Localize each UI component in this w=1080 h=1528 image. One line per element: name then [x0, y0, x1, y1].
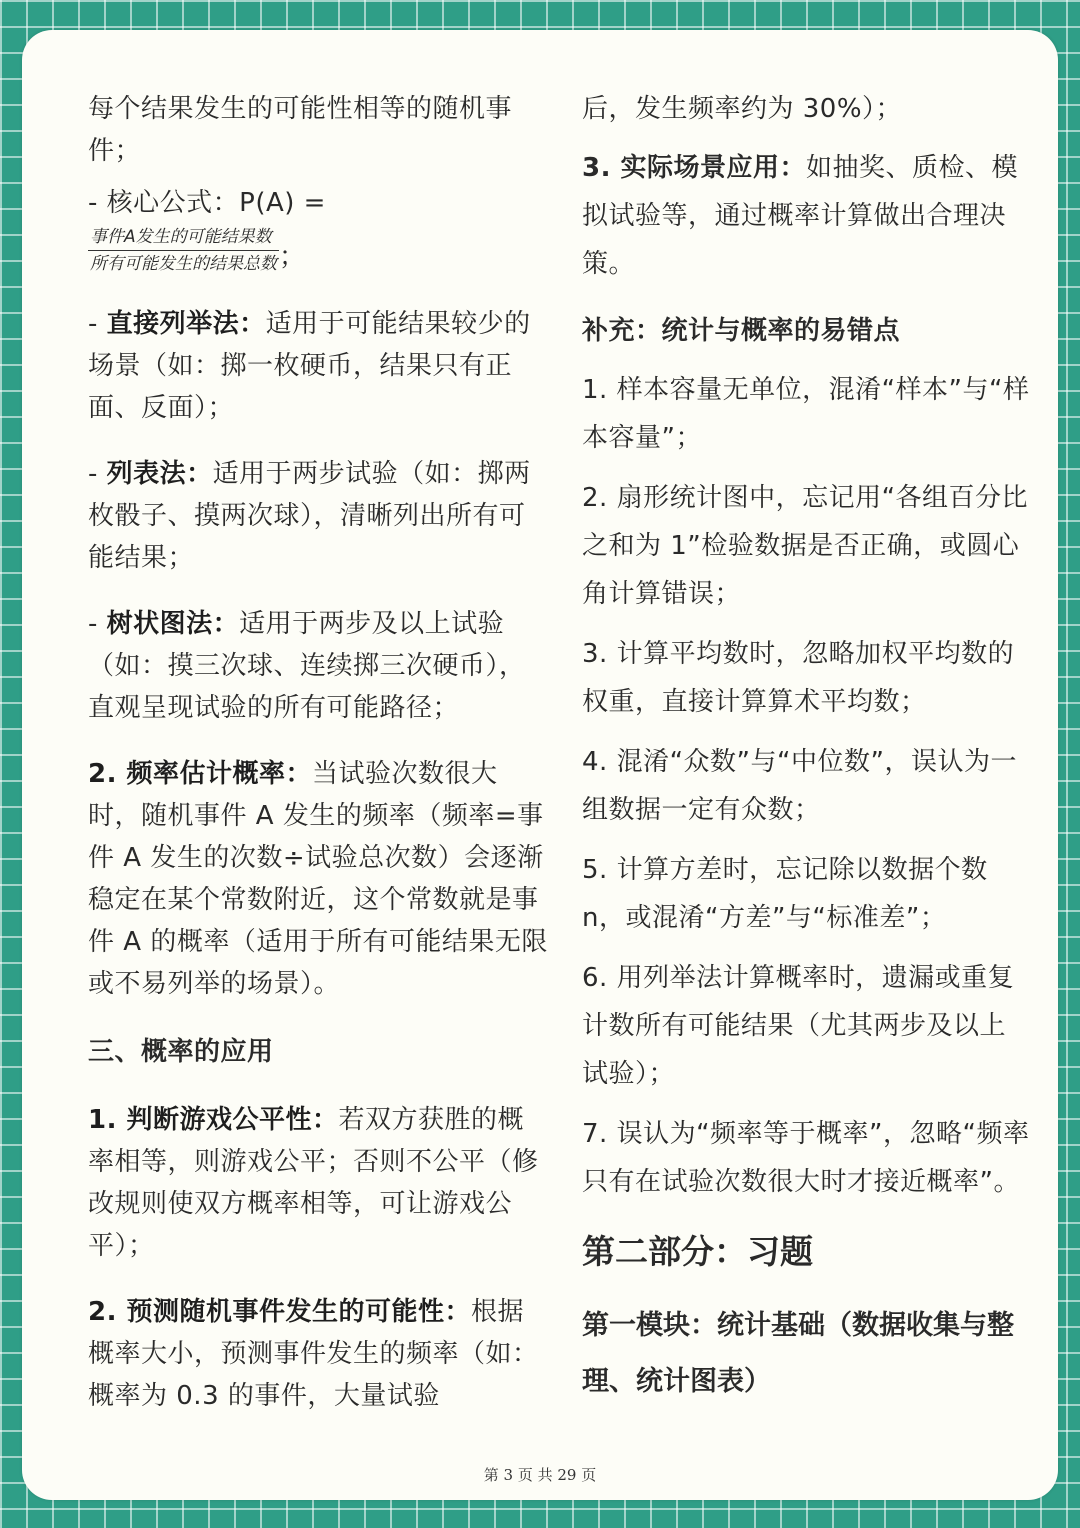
- list-item: 5. 计算方差时，忘记除以数据个数 n，或混淆“方差”与“标准差”；: [582, 855, 988, 933]
- application-text: 若双方获胜的概率相等，则游戏公平；否则不公平（修改规则使双方概率相等，可让游戏公平）；: [88, 1105, 539, 1261]
- formula-numerator: 事件A发生的可能结果数: [88, 224, 279, 251]
- method-table: [88, 453, 548, 579]
- method-text: 适用于两步及以上试验（如：摸三次球、连续掷三次硬币），直观呈现试验的所有可能路径；: [88, 609, 526, 723]
- section-frequency-estimate: [88, 753, 548, 1005]
- formula-prefix: - 核心公式：P(A) =: [88, 188, 326, 218]
- application-prediction: [88, 1291, 548, 1417]
- list-item: 3. 计算平均数时，忽略加权平均数的权重，直接计算算术平均数；: [582, 639, 1015, 717]
- method-title: 树状图法：: [106, 609, 240, 639]
- dash: -: [88, 609, 107, 639]
- list-item: 6. 用列举法计算概率时，遗漏或重复计数所有可能结果（尤其两步及以上试验）；: [582, 963, 1015, 1089]
- part-two-title: 第二部分：习题: [582, 1232, 813, 1271]
- mistake-list: [582, 366, 1032, 1206]
- application-fairness: [88, 1099, 548, 1267]
- application-title: 3. 实际场景应用：: [582, 153, 807, 183]
- method-direct-listing: [88, 303, 548, 429]
- formula-fraction-row: [88, 224, 548, 277]
- formula-suffix: ；: [279, 242, 306, 272]
- document-page: [22, 30, 1058, 1500]
- paragraph-continuation: 后，发生频率约为 30%）；: [582, 94, 903, 124]
- method-text: 适用于可能结果较少的场景（如：掷一枚硬币，结果只有正面、反面）；: [88, 309, 531, 423]
- core-formula: [88, 182, 548, 224]
- section-text: 当试验次数很大时，随机事件 A 发生的频率（频率=事件 A 发生的次数÷试验总次数）会逐渐稳定在某个常数附近，这个常数就是事件 A 的概率（适用于所有可能结果无限或不易列举的场景）。: [88, 759, 548, 999]
- method-text: 适用于两步试验（如：掷两枚骰子、摸两次球），清晰列出所有可能结果；: [88, 459, 531, 573]
- list-item: 1. 样本容量无单位，混淆“样本”与“样本容量”；: [582, 375, 1030, 453]
- left-column: [88, 88, 548, 1417]
- right-column: [582, 88, 1032, 1410]
- dash: -: [88, 309, 107, 339]
- heading-probability-application: 三、概率的应用: [88, 1037, 274, 1067]
- section-title: 2. 频率估计概率：: [88, 759, 313, 789]
- heading-common-mistakes: 补充：统计与概率的易错点: [582, 316, 901, 346]
- paragraph-definition-end: 每个结果发生的可能性相等的随机事件；: [88, 94, 513, 166]
- method-title: 直接列举法：: [106, 309, 266, 339]
- list-item: 7. 误认为“频率等于概率”，忽略“频率只有在试验次数很大时才接近概率”。: [582, 1119, 1030, 1197]
- module-one-title: 第一模块：统计基础（数据收集与整理、统计图表）: [582, 1310, 1014, 1397]
- formula-denominator: 所有可能发生的结果总数: [90, 254, 277, 274]
- method-tree: [88, 603, 548, 729]
- application-title: 1. 判断游戏公平性：: [88, 1105, 339, 1135]
- application-title: 2. 预测随机事件发生的可能性：: [88, 1297, 472, 1327]
- application-text: 根据概率大小，预测事件发生的频率（如：概率为 0.3 的事件，大量试验: [88, 1297, 539, 1411]
- dash: -: [88, 459, 107, 489]
- page-number: 第 3 页 共 29 页: [483, 1466, 597, 1484]
- formula-fraction: [88, 224, 279, 277]
- application-real-world: [582, 144, 1032, 288]
- method-title: 列表法：: [106, 459, 213, 489]
- list-item: 4. 混淆“众数”与“中位数”，误认为一组数据一定有众数；: [582, 747, 1017, 825]
- list-item: 2. 扇形统计图中，忘记用“各组百分比之和为 1”检验数据是否正确，或圆心角计算错误；: [582, 483, 1029, 609]
- application-text: 如抽奖、质检、模拟试验等，通过概率计算做出合理决策。: [582, 153, 1019, 279]
